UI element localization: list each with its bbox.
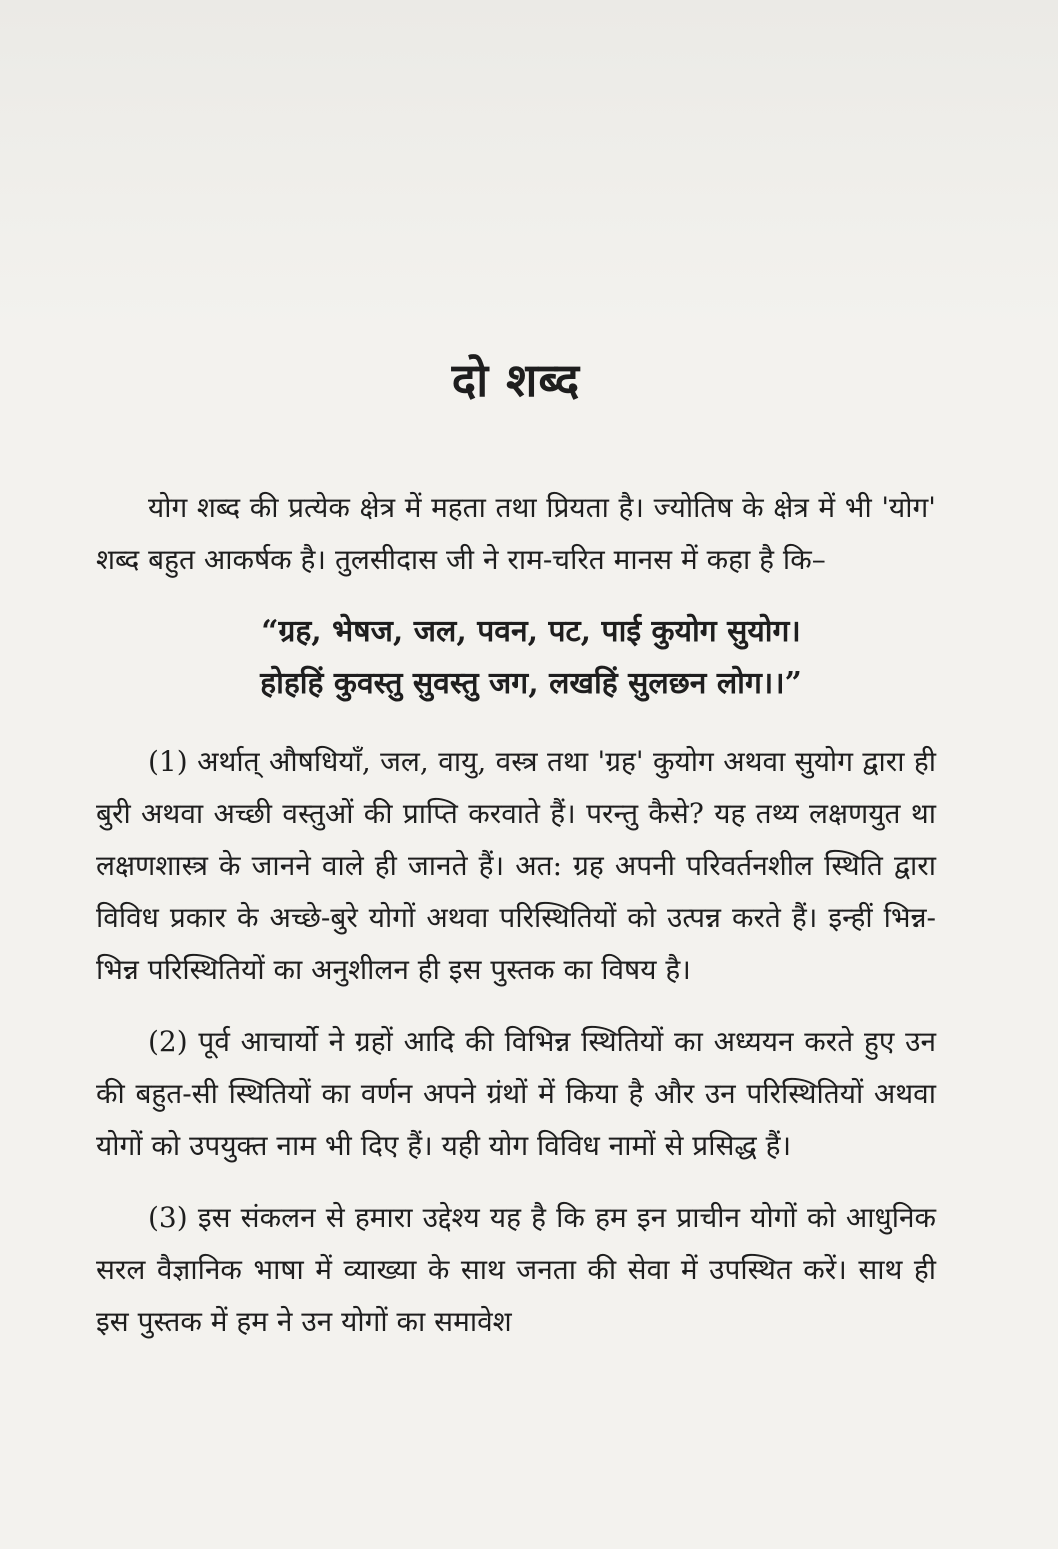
paragraph-2: (2) पूर्व आचार्यो ने ग्रहों आदि की विभिन्न स्थितियों का अध्ययन करते हुए उन की बहुत-सी स्थितियों का वर्णन अपने ग्रंथों में किया है और उन परिस्थितियों अथवा योगों को उपयुक्त नाम भी दिए हैं। यही योग विविध नामों से प्रसिद्ध हैं।	[96, 1025, 936, 1162]
couplet-quote	[126, 606, 936, 710]
page-title: दो शब्द	[451, 353, 581, 407]
couplet-line-1: “ग्रह, भेषज, जल, पवन, पट, पाई कुयोग सुयोग।	[261, 614, 801, 649]
paragraph-1: (1) अर्थात् औषधियाँ, जल, वायु, वस्त्र तथा 'ग्रह' कुयोग अथवा सुयोग द्वारा ही बुरी अथवा अच्छी वस्तुओं की प्राप्ति करवाते हैं। परन्तु कैसे? यह तथ्य लक्षणयुत था लक्षणशास्त्र के जानने वाले ही जानते हैं। अत: ग्रह अपनी परिवर्तनशील स्थिति द्वारा विविध प्रकार के अच्छे-बुरे योगों अथवा परिस्थितियों को उत्पन्न करते हैं। इन्हीं भिन्न-भिन्न परिस्थितियों का अनुशीलन ही इस पुस्तक का विषय है।	[96, 745, 936, 986]
intro-paragraph: योग शब्द की प्रत्येक क्षेत्र में महता तथा प्रियता है। ज्योतिष के क्षेत्र में भी 'योग' शब्द बहुत आकर्षक है। तुलसीदास जी ने राम-चरित मानस में कहा है कि–	[96, 491, 936, 576]
paragraph-3: (3) इस संकलन से हमारा उद्देश्य यह है कि हम इन प्राचीन योगों को आधुनिक सरल वैज्ञानिक भाषा में व्याख्या के साथ जनता की सेवा में उपस्थित करें। साथ ही इस पुस्तक में हम ने उन योगों का समावेश	[96, 1201, 936, 1338]
show-through-area	[0, 0, 1058, 330]
couplet-line-2: होहहिं कुवस्तु सुवस्तु जग, लखहिं सुलछन लोग।।”	[260, 666, 802, 701]
